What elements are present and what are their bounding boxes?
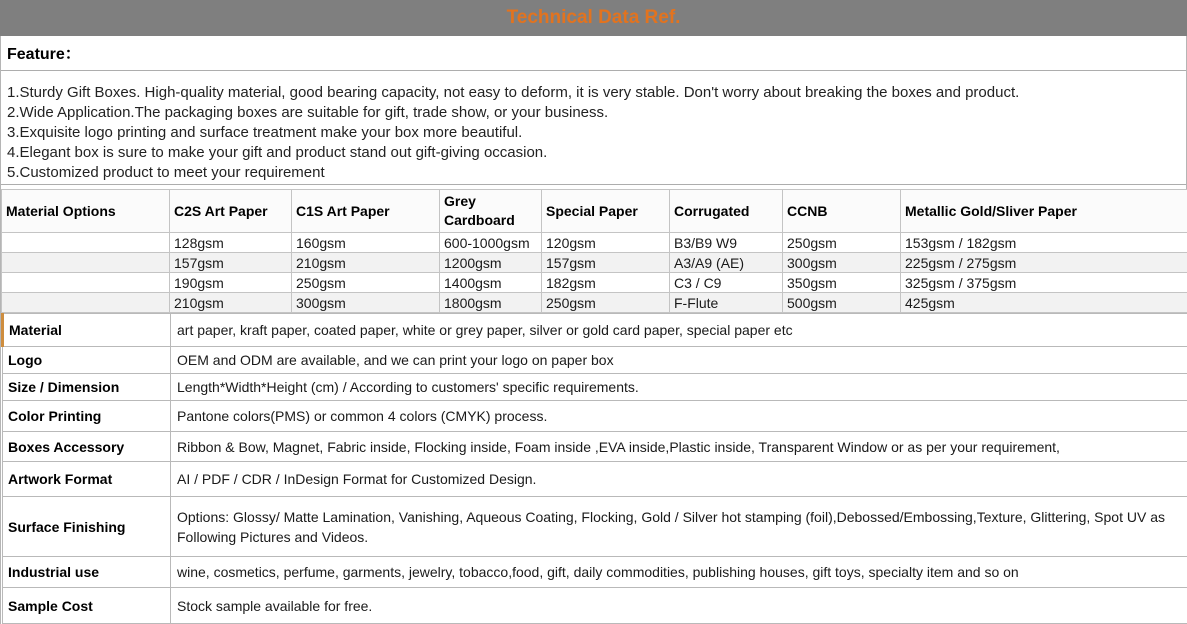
spec-row-size-dimension (3, 374, 1187, 401)
table-cell: B3/B9 W9 (670, 233, 783, 253)
table-cell: 210gsm (170, 293, 292, 313)
table-cell: 250gsm (542, 293, 670, 313)
spec-value: Ribbon & Bow, Magnet, Fabric inside, Flocking inside, Foam inside ,EVA inside,Plastic inside, Transparent Window or as per your requirement, (171, 432, 1187, 462)
table-cell: 210gsm (292, 253, 440, 273)
table-cell: 153gsm / 182gsm (901, 233, 1187, 253)
spec-label: Sample Cost (3, 588, 171, 624)
table-cell: 300gsm (292, 293, 440, 313)
materials-header-row (2, 190, 1187, 233)
spec-label: Surface Finishing (3, 497, 171, 557)
table-cell: 225gsm / 275gsm (901, 253, 1187, 273)
table-cell: C3 / C9 (670, 273, 783, 293)
spec-value: Length*Width*Height (cm) / According to customers' specific requirements. (171, 374, 1187, 401)
spec-label: Color Printing (3, 401, 171, 432)
table-cell: 1800gsm (440, 293, 542, 313)
spec-row-industrial-use (3, 557, 1187, 588)
page-title: Technical Data Ref. (507, 7, 681, 29)
table-cell: A3/A9 (AE) (670, 253, 783, 273)
spec-table-body (3, 314, 1187, 624)
spec-label: Material (3, 314, 171, 347)
feature-item: 4.Elegant box is sure to make your gift and product stand out gift-giving occasion. (7, 143, 1180, 163)
table-cell (2, 233, 170, 253)
spec-value: Options: Glossy/ Matte Lamination, Vanishing, Aqueous Coating, Flocking, Gold / Silver hot stamping (foil),Debossed/Embossing,Texture, Glittering, Spot UV as Following Pictures and Videos. (171, 497, 1187, 557)
column-header: CCNB (783, 190, 901, 233)
table-row (2, 253, 1187, 273)
table-cell: 157gsm (170, 253, 292, 273)
feature-list (1, 71, 1186, 185)
table-cell: 157gsm (542, 253, 670, 273)
feature-item: 2.Wide Application.The packaging boxes are suitable for gift, trade show, or your business. (7, 103, 1180, 123)
spec-row-material (3, 314, 1187, 347)
feature-item: 3.Exquisite logo printing and surface treatment make your box more beautiful. (7, 123, 1180, 143)
table-cell: F-Flute (670, 293, 783, 313)
table-cell: 190gsm (170, 273, 292, 293)
spec-label: Logo (3, 347, 171, 374)
column-header: Corrugated (670, 190, 783, 233)
spec-label: Industrial use (3, 557, 171, 588)
table-row (2, 233, 1187, 253)
spec-label: Boxes Accessory (3, 432, 171, 462)
table-cell: 325gsm / 375gsm (901, 273, 1187, 293)
table-row (2, 273, 1187, 293)
table-cell: 128gsm (170, 233, 292, 253)
table-row (2, 293, 1187, 313)
spec-row-surface-finishing (3, 497, 1187, 557)
column-header: Metallic Gold/Sliver Paper (901, 190, 1187, 233)
spec-value: wine, cosmetics, perfume, garments, jewelry, tobacco,food, gift, daily commodities, publishing houses, gift toys, specialty item and so on (171, 557, 1187, 588)
spec-label: Size / Dimension (3, 374, 171, 401)
title-bar (0, 0, 1187, 36)
spec-table (1, 313, 1187, 624)
table-cell: 120gsm (542, 233, 670, 253)
feature-item: 5.Customized product to meet your requirement (7, 163, 1180, 183)
table-cell: 425gsm (901, 293, 1187, 313)
feature-item: 1.Sturdy Gift Boxes. High-quality material, good bearing capacity, not easy to deform, it is very stable. Don't worry about breaking the boxes and product. (7, 83, 1180, 103)
materials-table (1, 189, 1187, 313)
feature-heading: Feature： (1, 36, 1186, 71)
spec-value: OEM and ODM are available, and we can print your logo on paper box (171, 347, 1187, 374)
table-cell: 250gsm (292, 273, 440, 293)
spec-value: Stock sample available for free. (171, 588, 1187, 624)
column-header: Grey Cardboard (440, 190, 542, 233)
column-header: Special Paper (542, 190, 670, 233)
spec-row-boxes-accessory (3, 432, 1187, 462)
spec-row-color-printing (3, 401, 1187, 432)
table-cell (2, 253, 170, 273)
column-header: Material Options (2, 190, 170, 233)
spec-row-sample-cost (3, 588, 1187, 624)
materials-body (2, 233, 1187, 313)
spec-row-artwork-format (3, 462, 1187, 497)
table-cell: 1400gsm (440, 273, 542, 293)
table-cell: 350gsm (783, 273, 901, 293)
table-cell: 600-1000gsm (440, 233, 542, 253)
spec-value: art paper, kraft paper, coated paper, white or grey paper, silver or gold card paper, special paper etc (171, 314, 1187, 347)
column-header: C1S Art Paper (292, 190, 440, 233)
spec-label: Artwork Format (3, 462, 171, 497)
content-area (0, 36, 1187, 624)
spec-row-logo (3, 347, 1187, 374)
spec-value: AI / PDF / CDR / InDesign Format for Customized Design. (171, 462, 1187, 497)
table-cell: 500gsm (783, 293, 901, 313)
column-header: C2S Art Paper (170, 190, 292, 233)
table-cell (2, 293, 170, 313)
table-cell: 250gsm (783, 233, 901, 253)
table-cell: 160gsm (292, 233, 440, 253)
table-cell: 182gsm (542, 273, 670, 293)
table-cell (2, 273, 170, 293)
spec-value: Pantone colors(PMS) or common 4 colors (CMYK) process. (171, 401, 1187, 432)
table-cell: 300gsm (783, 253, 901, 273)
table-cell: 1200gsm (440, 253, 542, 273)
